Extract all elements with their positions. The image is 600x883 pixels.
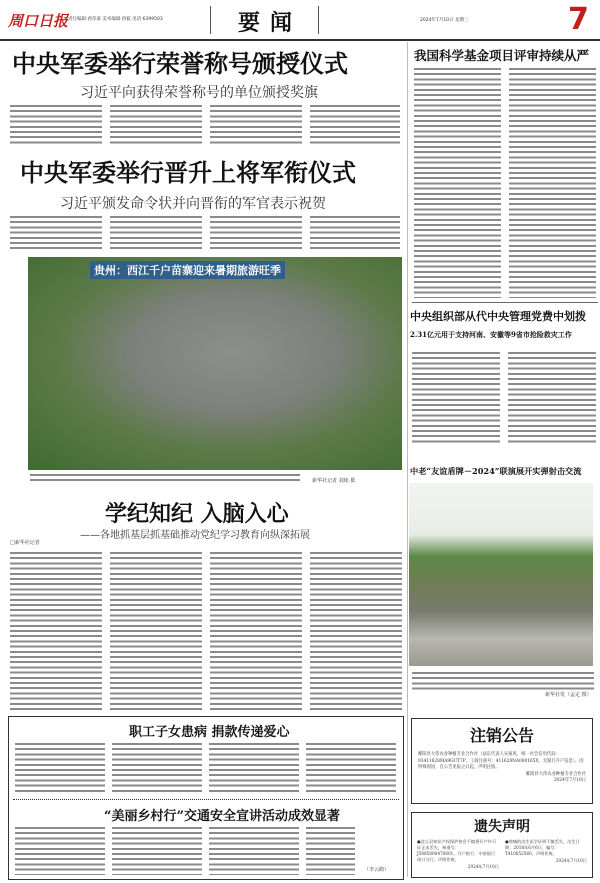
header-rule: [0, 39, 600, 41]
photo-xijiang-miao-village: [28, 257, 402, 470]
page-number: 7: [568, 2, 589, 37]
divider: [210, 6, 211, 34]
right2-body: [412, 350, 596, 445]
dotted-divider: [13, 799, 399, 800]
lost-date-2: 2024年7月10日: [555, 858, 587, 863]
notice-signer: 睢阳县大伟农业种植专业合作社: [525, 771, 586, 777]
right2-headline-line1: 中央组织部从代中央管理党费中划拨: [410, 310, 586, 323]
local-news-box: [8, 716, 404, 880]
right3-headline: 中老“友谊盾牌－2024”联演展开实弹射击交流: [410, 466, 582, 476]
editor-info: 责任编辑·酉草嘉 美术编辑·酉筱 电话·6399503: [68, 17, 163, 22]
lost-title: 遗失声明: [474, 819, 530, 835]
right3-caption: [412, 670, 594, 690]
story1-headline: 中央军委举行荣誉称号颁授仪式: [12, 50, 348, 78]
cancellation-notice: [411, 718, 593, 804]
notice-date: 2024年7月10日: [553, 778, 586, 783]
photo-caption: [30, 472, 300, 482]
notice-body: 睢阳县大伟农业种植专业合作社（法定代表人宋豪风，统一社会信用代码：93411628MA9GUT7P，工商注册号：411628NA000165X，无银行开户信息），因特殊原因，自公告见报之日起，声明注销。: [418, 752, 584, 770]
story3-body: [10, 550, 405, 713]
story5-body: [15, 825, 355, 875]
photo-joint-exercise: [409, 483, 593, 666]
story1-body: [10, 103, 400, 145]
story4-headline: 职工子女患病 捐款传递爱心: [129, 725, 290, 740]
story3-byline: □新华社记者: [10, 540, 40, 546]
story2-headline: 中央军委举行晋升上将军衔仪式: [20, 159, 356, 187]
column-divider: [407, 42, 408, 877]
issue-date: 2024年7月10日 星期三: [420, 18, 469, 23]
lost-notice: [411, 812, 593, 878]
story2-subhead: 习近平颁发命令状并向晋衔的军官表示祝贺: [60, 196, 326, 212]
photo-banner: 贵州：西江千户苗寨迎来暑期旅游旺季: [90, 261, 285, 279]
newspaper-logo: 周口日报: [8, 12, 69, 30]
story1-subhead: 习近平向获得荣誉称号的单位颁授奖旗: [80, 85, 318, 101]
lost-item-2: ●徐楠的出生医学证明不慎丢失，出生日期：2018年6月6日，编号：T410052560，声明作废。: [505, 839, 580, 856]
story5-headline: “美丽乡村行”交通安全宣讲活动成效显著: [104, 809, 340, 824]
story4-body: [15, 741, 397, 793]
lost-date-1: 2024年7月10日: [467, 864, 499, 869]
notice-title: 注销公告: [469, 726, 534, 745]
lost-item-1: ●沈丘县知识产权保护协会不慎将开户许可证正本丢失，核准号：J5085000470601，开户银行：中原银行周口分行，声明作废。: [417, 839, 497, 862]
right2-headline-line2: 2.31亿元用于支持河南、安徽等9省市抢险救灾工作: [410, 330, 572, 339]
section-title: 要闻: [238, 11, 303, 36]
story3-subhead: ——各地抓基层抓基础推动党纪学习教育向纵深拓展: [80, 530, 310, 541]
story2-body: [10, 214, 400, 250]
right3-credit: 新华社发（孟定 摄）: [545, 692, 592, 698]
photo-credit: 新华社记者 刘续 摄: [312, 478, 356, 484]
divider: [318, 6, 319, 34]
right1-body: [414, 66, 596, 298]
right1-headline: 我国科学基金项目评审持续从严: [414, 48, 590, 63]
divider: [412, 302, 598, 303]
story3-headline: 学纪知纪 入脑入心: [105, 501, 289, 527]
story5-credit: （李云鹤）: [364, 867, 390, 873]
